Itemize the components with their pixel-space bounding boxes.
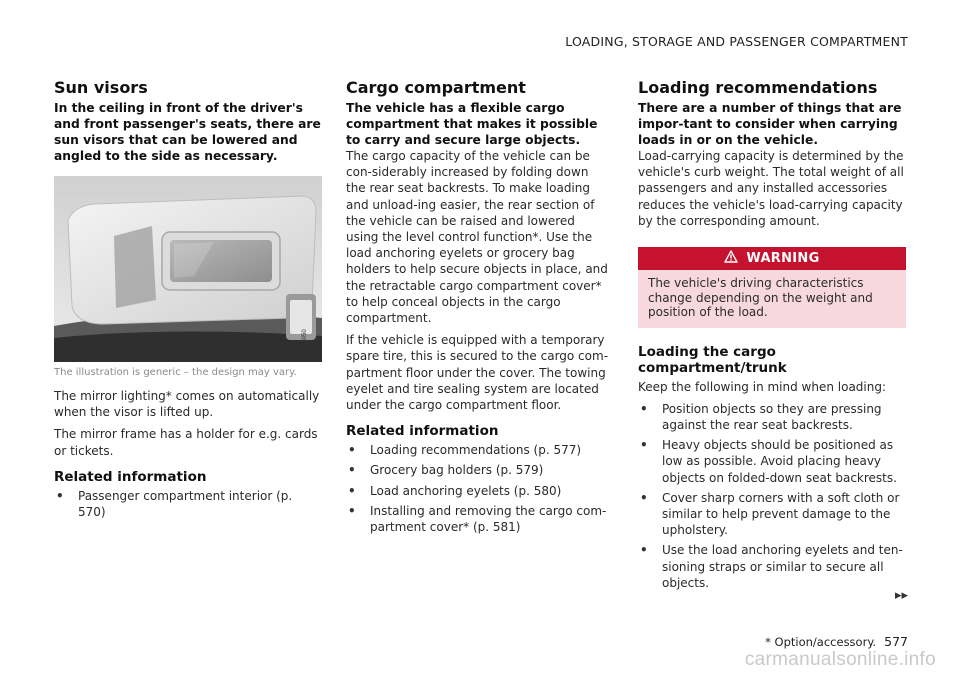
column-cargo-compartment	[346, 78, 610, 539]
page-number: 577	[884, 634, 908, 649]
loading-tips-list	[638, 401, 906, 591]
related-info-heading: Related information	[346, 423, 499, 440]
lead-text: There are a number of things that are impor-tant to consider when carrying loads in or on the vehicle.	[638, 101, 902, 147]
related-info-list	[346, 442, 610, 535]
list-item: • Position objects so they are pressing against the rear seat backrests.	[640, 401, 882, 432]
figure-code: G065050	[302, 329, 308, 354]
related-link[interactable]: • Installing and removing the cargo com-partment cover* (p. 581)	[348, 503, 607, 535]
warning-title: WARNING	[746, 251, 820, 267]
subheading-loading-cargo: Loading the cargo compartment/trunk	[638, 343, 787, 376]
sun-visor-illustration	[54, 176, 322, 362]
paragraph-spare-tire: If the vehicle is equipped with a temporary spare tire, this is secured to the cargo com-partment floor under the cover. The towing eyelet and tire sealing system are located under the cargo compartment floor.	[346, 333, 609, 413]
related-link[interactable]: • Grocery bag holders (p. 579)	[348, 463, 544, 478]
column-sun-visors	[54, 78, 322, 524]
related-info-list	[54, 488, 322, 520]
running-header: LOADING, STORAGE AND PASSENGER COMPARTMENT	[565, 34, 908, 49]
section-heading-cargo: Cargo compartment	[346, 78, 526, 97]
related-info-heading: Related information	[54, 468, 207, 485]
warning-box	[638, 247, 906, 328]
page-footer	[765, 634, 908, 649]
warning-text: The vehicle's driving characteristics change depending on the weight and position of the load.	[648, 276, 873, 320]
lead-text: In the ceiling in front of the driver's and front passenger's seats, there are sun visors that can be lowered and angled to the side as necessary.	[54, 101, 321, 163]
related-link[interactable]: • Passenger compartment interior (p. 570)	[56, 488, 293, 520]
paragraph-intro: Keep the following in mind when loading:	[638, 379, 887, 394]
related-link[interactable]: • Load anchoring eyelets (p. 580)	[348, 483, 562, 498]
section-heading-loading: Loading recommendations	[638, 78, 878, 97]
option-footnote: * Option/accessory.	[765, 635, 877, 649]
list-item: • Use the load anchoring eyelets and ten-sioning straps or similar to secure all objects.	[640, 543, 903, 590]
warning-header	[638, 247, 906, 270]
column-loading-recommendations	[638, 78, 906, 595]
related-link[interactable]: • Loading recommendations (p. 577)	[348, 443, 582, 458]
warning-triangle-icon	[724, 250, 738, 267]
section-heading-sun-visors: Sun visors	[54, 78, 148, 97]
paragraph-mirror-frame: The mirror frame has a holder for e.g. cards or tickets.	[54, 427, 318, 458]
lead-text: The vehicle has a flexible cargo compartment that makes it possible to carry and secure large objects.	[346, 101, 598, 147]
list-item: • Cover sharp corners with a soft cloth or similar to help prevent damage to the upholstery.	[640, 490, 900, 538]
continue-arrows-icon[interactable]: ▸▸	[894, 588, 908, 603]
list-item: • Heavy objects should be positioned as low as possible. Avoid placing heavy objects on folded-down seat backrests.	[640, 438, 897, 485]
paragraph-load-capacity: Load-carrying capacity is determined by the vehicle's curb weight. The total weight of all passengers and any installed accessories reduces the vehicle's load-carrying capacity by the corresponding amount.	[638, 149, 904, 228]
paragraph-mirror-lighting: The mirror lighting* comes on automatically when the visor is lifted up.	[54, 389, 320, 420]
figure-caption: The illustration is generic – the design may vary.	[54, 367, 297, 378]
watermark: carmanualsonline.info	[744, 649, 936, 670]
paragraph-cargo-capacity: The cargo capacity of the vehicle can be con-siderably increased by folding down the rear seat backrests. To make loading and unload-ing easier, the rear section of the vehicle can be raised and lowered using the level control function*. Use the load anchoring eyelets or grocery bag holders to help secure objects in place, and the retractable cargo compartment cover* to help conceal objects in the cargo compartment.	[346, 149, 608, 326]
